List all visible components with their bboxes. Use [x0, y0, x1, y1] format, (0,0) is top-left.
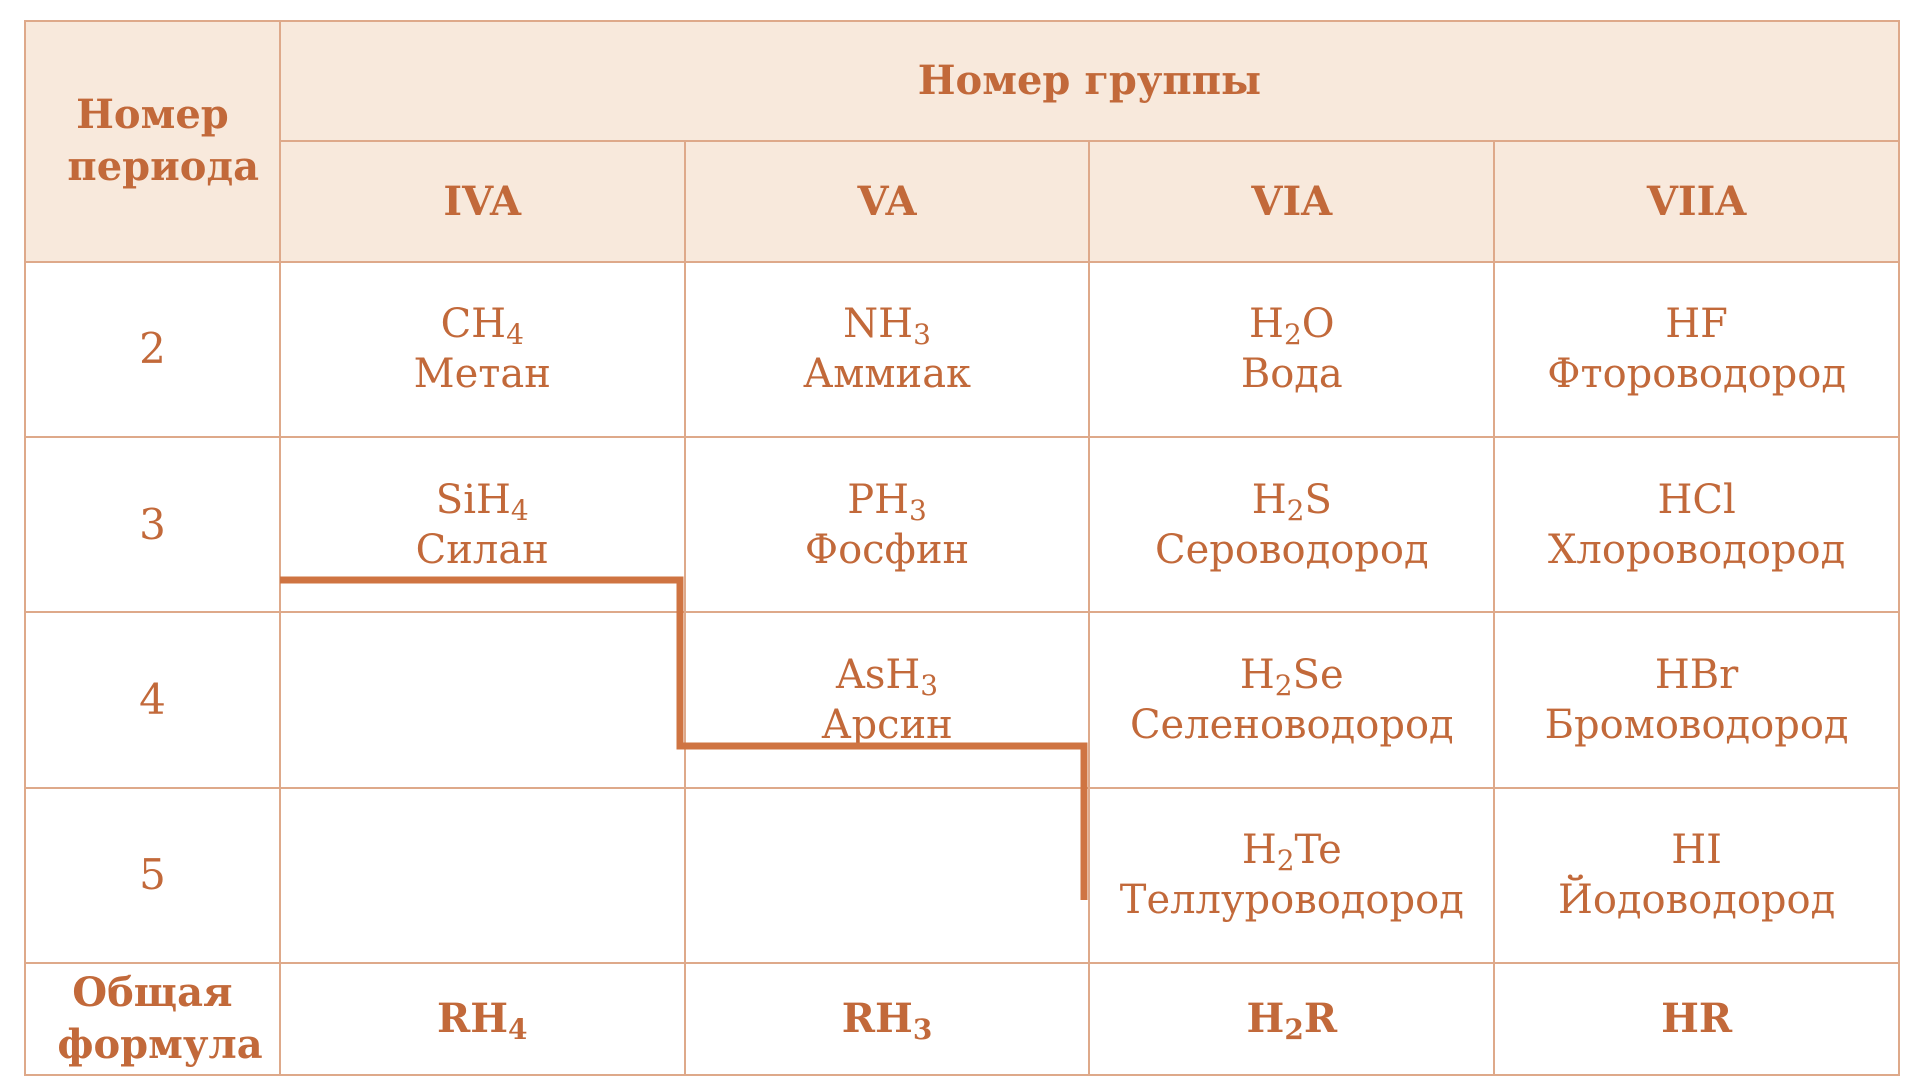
compound-cell	[685, 437, 1090, 612]
compound-cell	[1089, 788, 1494, 963]
formula-tail: S	[1304, 476, 1332, 523]
general-formula-label: Общая формула	[57, 969, 263, 1069]
formula-subscript: 4	[510, 493, 529, 527]
period-number: 2	[139, 324, 166, 374]
formula-tail: Se	[1292, 652, 1344, 699]
group-number-header	[280, 21, 1899, 141]
hydrogen-compounds-table-container	[24, 20, 1900, 1076]
formula-tail: O	[1301, 301, 1335, 348]
compound-name: Теллуроводород	[1119, 877, 1464, 924]
formula-subscript: 4	[508, 1013, 528, 1047]
period-number-header-label: Номер периода	[67, 91, 260, 191]
formula-base: AsH	[835, 652, 921, 699]
formula-subscript: 2	[1283, 318, 1302, 352]
compound-formula	[1090, 475, 1493, 525]
period-number: 4	[139, 674, 166, 724]
compound-name: Аммиак	[803, 351, 972, 398]
compound-cell	[685, 262, 1090, 437]
group-header-via	[1089, 141, 1494, 261]
general-formula-cell	[1089, 963, 1494, 1075]
formula-subscript: 2	[1274, 669, 1293, 703]
formula-base: H	[1239, 652, 1275, 699]
compound-name: Силан	[415, 526, 549, 573]
period-number: 5	[139, 850, 166, 900]
compound-cell	[1089, 262, 1494, 437]
compound-formula	[686, 475, 1089, 525]
group-header-iva	[280, 141, 685, 261]
period-number-cell	[25, 788, 280, 963]
header-row-group	[25, 21, 1899, 141]
formula-subscript: 3	[913, 318, 931, 352]
formula-base: RH	[436, 995, 509, 1043]
period-number-cell	[25, 262, 280, 437]
formula-base: H	[1249, 301, 1284, 348]
general-formula-cell	[685, 963, 1090, 1075]
period-number-cell	[25, 612, 280, 787]
formula-base: HR	[1661, 995, 1733, 1043]
compound-formula	[1495, 299, 1898, 349]
compound-formula	[1090, 650, 1493, 703]
compound-name: Метан	[413, 351, 551, 398]
compound-formula	[1495, 650, 1898, 700]
compound-name: Вода	[1240, 351, 1343, 398]
compound-name: Хлороводород	[1547, 526, 1846, 573]
general-formula-cell	[1494, 963, 1899, 1075]
compound-name: Йодоводород	[1557, 877, 1836, 924]
compound-formula	[1495, 825, 1898, 875]
hydrogen-compounds-table	[24, 20, 1900, 1076]
compound-name: Фтороводород	[1547, 351, 1846, 398]
compound-cell	[1089, 612, 1494, 787]
compound-cell	[1494, 437, 1899, 612]
formula-subscript: 2	[1284, 1013, 1304, 1047]
empty-cell	[280, 788, 685, 963]
compound-formula	[281, 475, 684, 525]
formula-base: H	[1246, 995, 1285, 1043]
formula-base: H	[1241, 827, 1277, 874]
compound-formula	[1495, 475, 1898, 525]
empty-cell	[280, 612, 685, 787]
period-rows	[25, 262, 1899, 963]
formula-tail: Te	[1294, 827, 1342, 874]
header-row-groups	[25, 141, 1899, 261]
compound-formula	[1090, 299, 1493, 352]
compound-cell	[280, 437, 685, 612]
compound-cell	[685, 612, 1090, 787]
compound-cell	[1494, 262, 1899, 437]
formula-base: PH	[847, 476, 910, 523]
compound-formula	[1090, 825, 1493, 878]
general-formula-label-cell	[25, 963, 280, 1075]
formula-base: H	[1251, 476, 1287, 523]
formula-base: CH	[440, 301, 507, 348]
formula-subscript: 3	[920, 669, 939, 703]
general-formula-row	[25, 963, 1899, 1075]
period-number: 3	[139, 499, 166, 549]
formula-base: NH	[843, 301, 914, 348]
formula-base: HBr	[1654, 652, 1739, 699]
group-header-va	[685, 141, 1090, 261]
empty-cell	[685, 788, 1090, 963]
formula-base: HI	[1671, 827, 1722, 874]
compound-name: Селеноводород	[1129, 702, 1454, 749]
group-header-viia	[1494, 141, 1899, 261]
group-number-header-label: Номер группы	[917, 57, 1262, 105]
period-row	[25, 262, 1899, 437]
compound-name: Сероводород	[1155, 526, 1429, 573]
compound-cell	[280, 262, 685, 437]
compound-cell	[1494, 612, 1899, 787]
compound-name: Бромоводород	[1544, 702, 1849, 749]
period-row	[25, 612, 1899, 787]
compound-cell	[1494, 788, 1899, 963]
formula-subscript: 4	[506, 318, 524, 352]
group-header-label: VA	[857, 177, 917, 225]
group-header-label: IVA	[443, 177, 522, 225]
formula-subscript: 3	[912, 1013, 933, 1047]
formula-subscript: 3	[909, 493, 927, 527]
period-row	[25, 437, 1899, 612]
formula-base: HF	[1665, 301, 1728, 348]
period-number-cell	[25, 437, 280, 612]
compound-formula	[686, 299, 1089, 352]
formula-base: HCl	[1657, 476, 1736, 523]
compound-cell	[1089, 437, 1494, 612]
formula-subscript: 2	[1276, 844, 1295, 878]
formula-subscript: 2	[1286, 493, 1305, 527]
formula-tail: R	[1303, 995, 1338, 1043]
compound-name: Арсин	[821, 702, 953, 749]
compound-formula	[281, 299, 684, 352]
compound-name: Фосфин	[804, 526, 970, 573]
group-header-label: VIA	[1251, 177, 1333, 225]
group-header-label: VIIA	[1646, 177, 1747, 225]
formula-base: RH	[841, 995, 913, 1043]
period-row	[25, 788, 1899, 963]
compound-formula	[686, 650, 1089, 703]
period-number-header	[25, 21, 280, 262]
formula-base: SiH	[435, 476, 511, 523]
general-formula-cell	[280, 963, 685, 1075]
